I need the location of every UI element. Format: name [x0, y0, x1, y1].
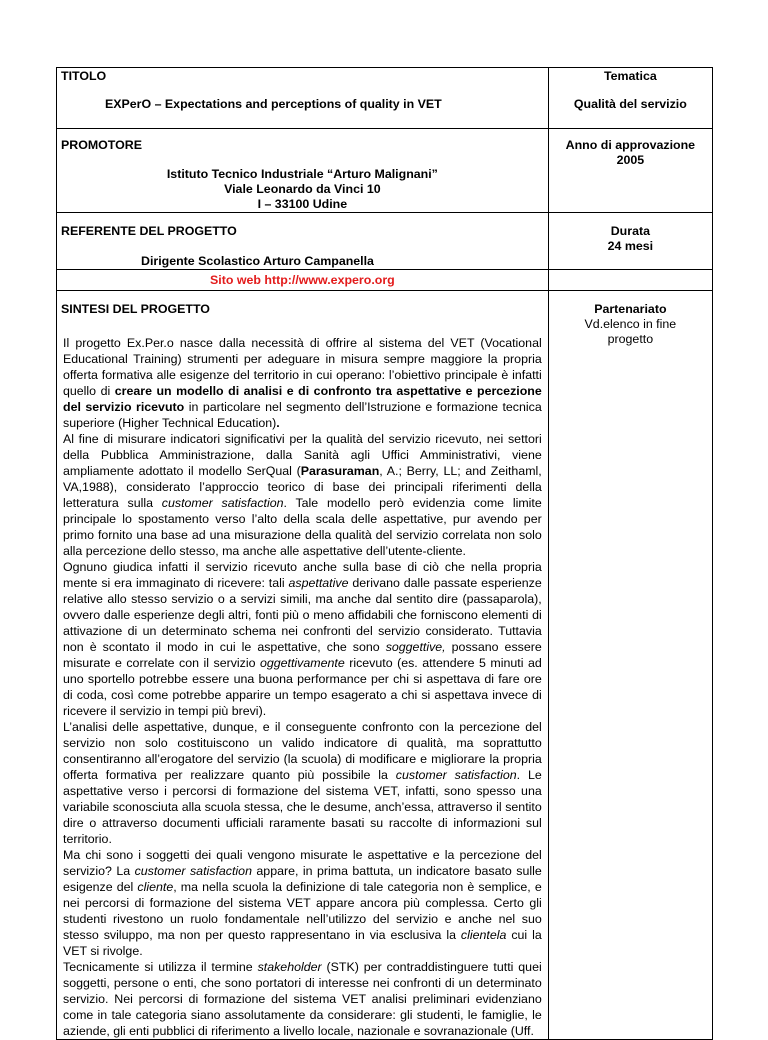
- partenariato-value: Vd.elenco in fine progetto: [584, 317, 677, 346]
- referente-value: Dirigente Scolastico Arturo Campanella: [141, 254, 374, 268]
- durata-value: 24 mesi: [607, 239, 654, 253]
- paragraph-6: Tecnicamente si utilizza il termine stakeholder (STK) per contraddistinguere tutti quei soggetti, persone o enti, che sono portatori di interesse nei confronti di un determinato servizio. Nei percorsi di formazione del sistema VET analisi preliminari evidenziano come in tale categoria siano assolutamente da considerare: gli studenti, le famiglie, le aziende, gli enti pubblici di riferimento a livello locale, nazionale e sovranazionale (Uff.: [63, 960, 542, 1038]
- anno-value: 2005: [616, 153, 645, 167]
- titolo-value: EXPerO – Expectations and perceptions of quality in VET: [105, 97, 442, 111]
- paragraph-1: Il progetto Ex.Per.o nasce dalla necessità di offrire al sistema del VET (Vocational Educational Training) strumenti per adeguare in misura sempre maggiore la propria offerta formativa alle esigenze del territorio in cui operano: l’obiettivo principale è infatti quello di creare un modello di analisi e di confronto tra aspettative e percezione del servizio ricevuto in particolare nel segmento dell’Istruzione e formazione tecnica superiore (Higher Technical Education).: [63, 336, 542, 430]
- tematica-cell: [548, 68, 712, 129]
- promotore-line-3: I – 33100 Udine: [257, 197, 348, 211]
- titolo-label: TITOLO: [61, 69, 107, 83]
- sintesi-label: SINTESI DEL PROGETTO: [61, 302, 210, 316]
- sito-web-cell: [57, 270, 549, 291]
- sito-web-link[interactable]: Sito web http://www.expero.org: [210, 273, 395, 287]
- sintesi-text: [57, 317, 548, 1039]
- empty-cell: [548, 270, 712, 291]
- referente-cell: [57, 213, 549, 270]
- durata-cell: [548, 213, 712, 270]
- tematica-value: Qualità del servizio: [573, 97, 687, 111]
- paragraph-5: Ma chi sono i soggetti dei quali vengono misurate le aspettative e la percezione del servizio? La customer satisfaction appare, in prima battuta, un indicatore basato sulle esigenze del cliente, ma nella scuola la definizione di tale categoria non è semplice, e nei percorsi di formazione del sistema VET appare ancora più complessa. Certo gli studenti rivestono un ruolo fondamentale nell’utilizzo del servizio e anche nel suo stesso sviluppo, ma non per questo rappresentano in via esclusiva la clientela cui la VET si rivolge.: [63, 848, 542, 958]
- paragraph-2: Al fine di misurare indicatori significativi per la qualità del servizio ricevuto, nei settori della Pubblica Amministrazione, dalla Sanità agli Uffici Amministrativi, viene ampliamente adottato il modello SerQual (Parasuraman, A.; Berry, LL; and Zeithaml, VA,1988), considerato l’approccio teorico di base dei principali riferimenti della letteratura sulla customer satisfaction. Tale modello però evidenzia come limite principale lo spostamento verso l’alto della scala delle aspettative, pur avendo per primo fornito una base ad una misurazione della qualità del servizio correlata non solo alla percezione dello stesso, ma anche alle aspettative dell’utente-cliente.: [63, 432, 542, 558]
- project-info-table: [56, 67, 713, 1040]
- promotore-line-2: Viale Leonardo da Vinci 10: [224, 182, 381, 196]
- partenariato-label: Partenariato: [594, 302, 667, 316]
- anno-label: Anno di approvazione: [565, 138, 696, 152]
- promotore-cell: [57, 129, 549, 213]
- promotore-line-1: Istituto Tecnico Industriale “Arturo Malignani”: [166, 167, 438, 181]
- promotore-label: PROMOTORE: [61, 138, 143, 152]
- paragraph-4: L’analisi delle aspettative, dunque, e il conseguente confronto con la percezione del servizio non solo costituiscono un valido indicatore di qualità, ma soprattutto consentiranno all’erogatore del servizio (la scuola) di modificare e migliorare la propria offerta formativa per realizzare quanto più possibile la customer satisfaction. Le aspettative verso i percorsi di formazione del sistema VET, infatti, sono spesso una variabile sconosciuta alla scuola stessa, che le desume, anch’essa, attraverso il sentito dire o attraverso documenti ufficiali raramente basati su raccolte di informazioni sul territorio.: [63, 720, 542, 846]
- durata-label: Durata: [610, 224, 650, 238]
- partenariato-cell: [548, 291, 712, 1040]
- titolo-cell: [57, 68, 549, 129]
- tematica-label: Tematica: [603, 69, 657, 83]
- paragraph-3: Ognuno giudica infatti il servizio ricevuto anche sulla base di ciò che nella propria mente si era immaginato di ricevere: tali aspettative derivano dalle passate esperienze relative allo stesso servizio o a servizi simili, ma anche dal sentito dire (passaparola), ovvero dalle esperienze degli altri, fonti più o meno affidabili che forniscono elementi di attivazione di un determinato schema nei confronti del servizio considerato. Tuttavia non è scontato il modo in cui le aspettative, che sono soggettive, possano essere misurate e correlate con il servizio oggettivamente ricevuto (es. attendere 5 minuti ad uno sportello potrebbe essere una buona performance per chi si aspettava di fare ore di coda, così come potrebbe apparire un tempo esagerato a chi si aspettava invece di ricevere il servizio in tempi più brevi).: [63, 560, 542, 718]
- anno-cell: [548, 129, 712, 213]
- referente-label: REFERENTE DEL PROGETTO: [61, 224, 237, 238]
- sintesi-cell: [57, 291, 549, 1040]
